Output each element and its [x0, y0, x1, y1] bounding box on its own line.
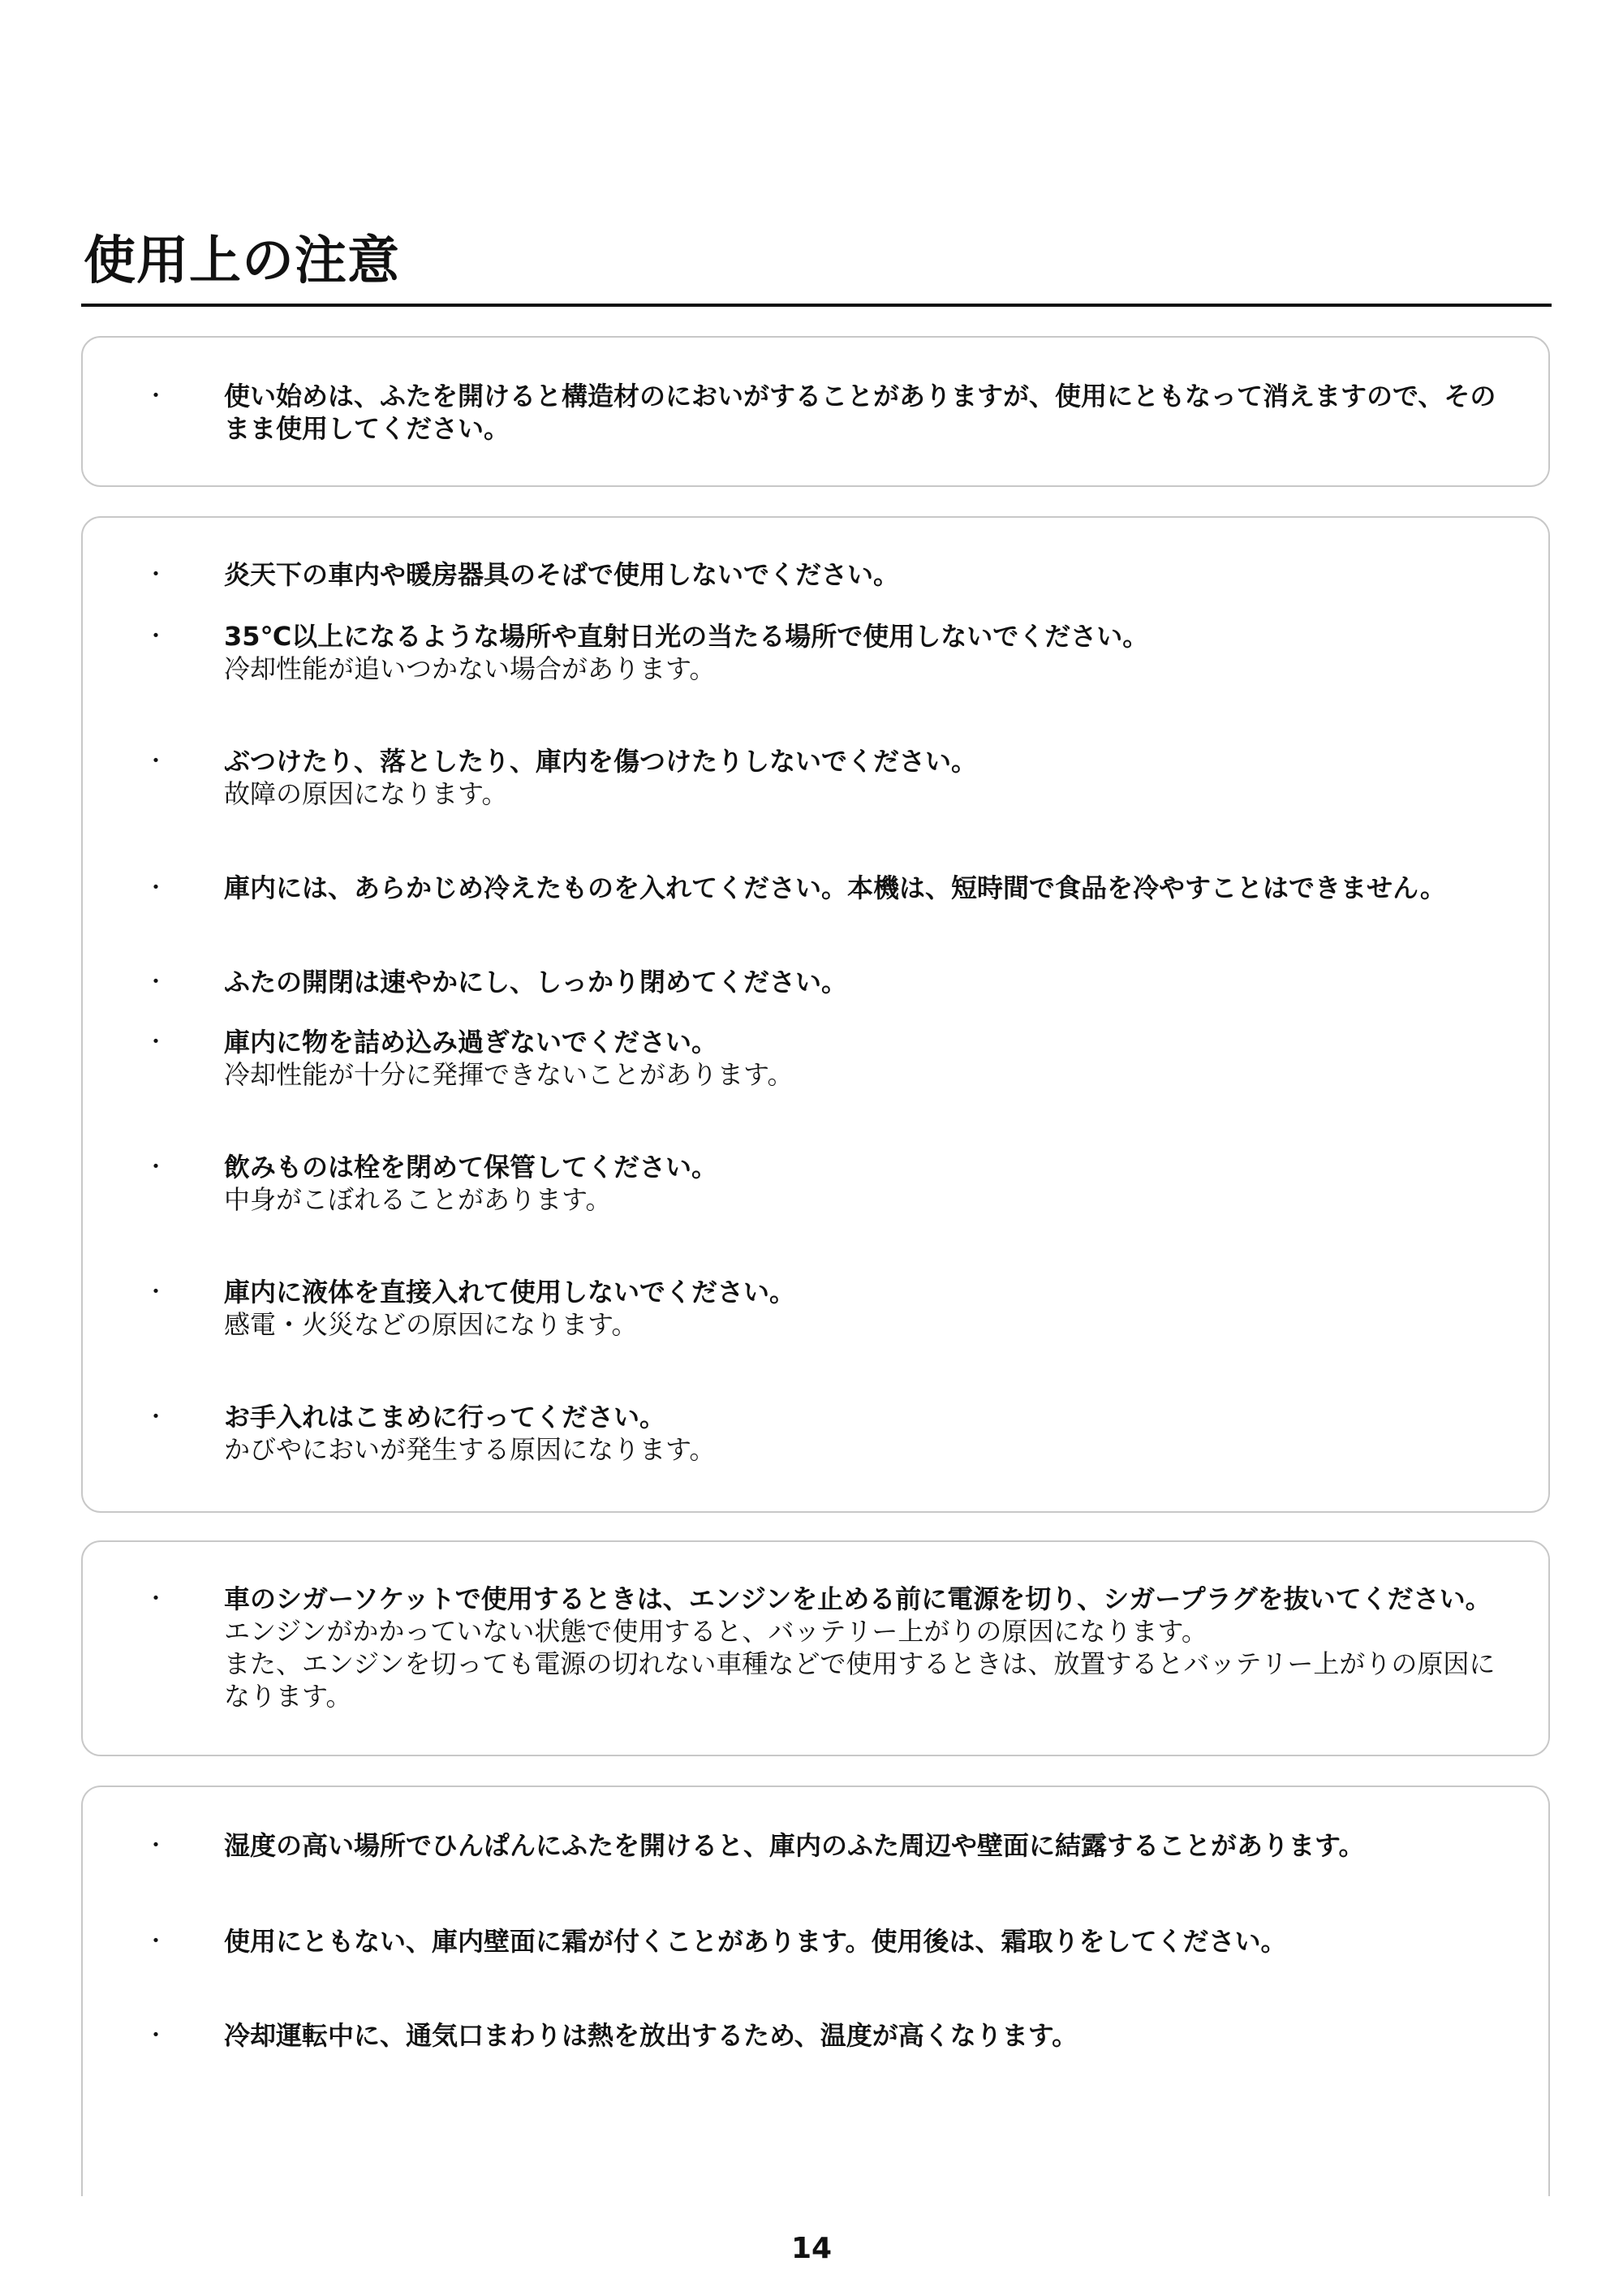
bullet-icon: ・: [144, 1153, 167, 1180]
bullet-icon: ・: [144, 1928, 167, 1954]
item-text: ぶつけたり、落としたり、庫内を傷つけたりしないでください。: [224, 746, 978, 777]
list-item: [140, 1151, 1508, 1216]
list-item: [140, 2019, 1508, 2052]
list-item: [140, 1925, 1508, 1958]
item-text: 庫内には、あらかじめ冷えたものを入れてください。本機は、短時間で食品を冷やすことはできません。: [224, 872, 1446, 903]
list-item: [140, 872, 1508, 904]
bullet-icon: ・: [144, 1028, 167, 1055]
notice-box-car-socket: [81, 1540, 1550, 1756]
list-item: [140, 558, 1508, 591]
item-text: 炎天下の車内や暖房器具のそばで使用しないでください。: [224, 559, 900, 590]
item-text: 使い始めは、ふたを開けると構造材のにおいがすることがありますが、使用にともなって消えますので、そのまま使用してください。: [224, 381, 1496, 444]
list-item: [140, 1829, 1508, 1862]
item-text: お手入れはこまめに行ってください。: [224, 1402, 666, 1432]
item-text: 庫内に物を詰め込み過ぎないでください。: [224, 1027, 718, 1058]
list-item: [140, 745, 1508, 810]
bullet-icon: ・: [144, 1832, 167, 1859]
notice-box-condensation: [81, 1786, 1550, 2196]
item-note: 冷却性能が十分に発揮できないことがあります。: [224, 1059, 794, 1090]
page-number: 14: [790, 2232, 833, 2265]
bullet-icon: ・: [144, 382, 167, 409]
list-item: [140, 966, 1508, 998]
item-text: 35℃以上になるような場所や直射日光の当たる場所で使用しないでください。: [224, 621, 1149, 652]
item-text: 庫内に液体を直接入れて使用しないでください。: [224, 1277, 796, 1307]
item-note: また、エンジンを切っても電源の切れない車種などで使用するときは、放置するとバッテリー上がりの原因になります。: [224, 1648, 1496, 1712]
bullet-icon: ・: [144, 622, 167, 649]
item-text: 冷却運転中に、通気口まわりは熱を放出するため、温度が高くなります。: [224, 2020, 1078, 2051]
item-note: エンジンがかかっていない状態で使用すると、バッテリー上がりの原因になります。: [224, 1616, 1208, 1647]
bullet-icon: ・: [144, 1278, 167, 1305]
item-note: 感電・火災などの原因になります。: [224, 1309, 638, 1340]
bullet-icon: ・: [144, 1403, 167, 1430]
list-item: [140, 1276, 1508, 1341]
bullet-icon: ・: [144, 968, 167, 995]
list-item: [140, 1583, 1508, 1712]
item-note: 故障の原因になります。: [224, 778, 508, 809]
bullet-icon: ・: [144, 747, 167, 774]
list-item: [140, 1026, 1508, 1091]
list-item: [140, 620, 1508, 685]
item-text: 飲みものは栓を閉めて保管してください。: [224, 1152, 718, 1182]
item-text: 湿度の高い場所でひんぱんにふたを開けると、庫内のふた周辺や壁面に結露することがあります。: [224, 1830, 1365, 1861]
bullet-icon: ・: [144, 561, 167, 588]
item-note: かびやにおいが発生する原因になります。: [224, 1434, 716, 1465]
notice-box-odor: [81, 336, 1550, 487]
list-item: [140, 380, 1508, 445]
list-item: [140, 1401, 1508, 1466]
notice-box-usage: [81, 516, 1550, 1513]
bullet-icon: ・: [144, 874, 167, 901]
item-text: 使用にともない、庫内壁面に霜が付くことがあります。使用後は、霜取りをしてください。: [224, 1926, 1287, 1957]
item-note: 中身がこぼれることがあります。: [224, 1184, 612, 1215]
title-divider: [81, 304, 1552, 307]
item-note: 冷却性能が追いつかない場合があります。: [224, 653, 716, 684]
item-text: 車のシガーソケットで使用するときは、エンジンを止める前に電源を切り、シガープラグを抜いてください。: [224, 1583, 1492, 1614]
bullet-icon: ・: [144, 2022, 167, 2048]
bullet-icon: ・: [144, 1585, 167, 1612]
item-text: ふたの開閉は速やかにし、しっかり閉めてください。: [224, 967, 848, 997]
page-title: 使用上の注意: [84, 231, 400, 291]
